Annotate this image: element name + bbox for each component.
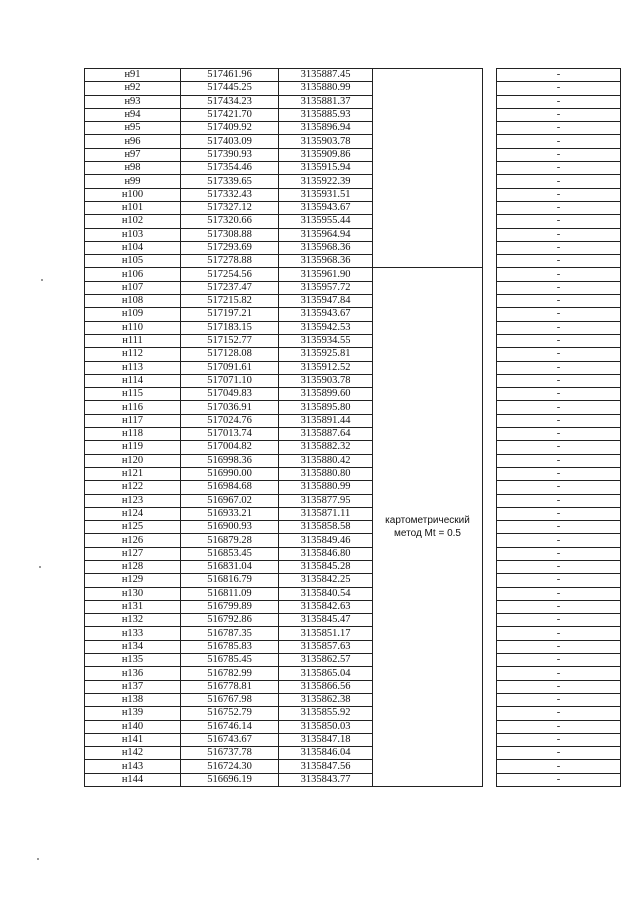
x-coordinate-cell: 517049.83 (181, 388, 279, 401)
note-cell: - (497, 162, 621, 175)
point-id-cell: н141 (85, 733, 181, 746)
table-row (85, 268, 621, 281)
point-id-cell: н106 (85, 268, 181, 281)
x-coordinate-cell: 516990.00 (181, 467, 279, 480)
point-id-cell: н137 (85, 680, 181, 693)
table-row (85, 654, 621, 667)
x-coordinate-cell: 517128.08 (181, 348, 279, 361)
point-id-cell: н93 (85, 95, 181, 108)
y-coordinate-cell: 3135943.67 (279, 201, 373, 214)
x-coordinate-cell: 517152.77 (181, 334, 279, 347)
note-cell: - (497, 707, 621, 720)
x-coordinate-cell: 516811.09 (181, 587, 279, 600)
table-row (85, 720, 621, 733)
point-id-cell: н132 (85, 614, 181, 627)
y-coordinate-cell: 3135955.44 (279, 215, 373, 228)
table-row (85, 733, 621, 746)
table-row (85, 188, 621, 201)
table-row (85, 82, 621, 95)
note-cell: - (497, 454, 621, 467)
table-row (85, 228, 621, 241)
note-cell: - (497, 281, 621, 294)
method-cell-upper (373, 69, 483, 268)
note-cell: - (497, 175, 621, 188)
note-cell: - (497, 467, 621, 480)
table-row (85, 760, 621, 773)
point-id-cell: н99 (85, 175, 181, 188)
note-cell: - (497, 627, 621, 640)
point-id-cell: н116 (85, 401, 181, 414)
y-coordinate-cell: 3135899.60 (279, 388, 373, 401)
y-coordinate-cell: 3135947.84 (279, 295, 373, 308)
point-id-cell: н109 (85, 308, 181, 321)
y-coordinate-cell: 3135850.03 (279, 720, 373, 733)
x-coordinate-cell: 517183.15 (181, 321, 279, 334)
y-coordinate-cell: 3135912.52 (279, 361, 373, 374)
y-coordinate-cell: 3135881.37 (279, 95, 373, 108)
note-cell: - (497, 720, 621, 733)
note-cell: - (497, 361, 621, 374)
note-cell: - (497, 521, 621, 534)
table-row (85, 162, 621, 175)
x-coordinate-cell: 517197.21 (181, 308, 279, 321)
x-coordinate-cell: 517445.25 (181, 82, 279, 95)
point-id-cell: н107 (85, 281, 181, 294)
note-cell: - (497, 481, 621, 494)
note-cell: - (497, 148, 621, 161)
y-coordinate-cell: 3135915.94 (279, 162, 373, 175)
x-coordinate-cell: 517036.91 (181, 401, 279, 414)
coordinates-table-sheet (84, 68, 620, 846)
x-coordinate-cell: 517403.09 (181, 135, 279, 148)
point-id-cell: н129 (85, 574, 181, 587)
point-id-cell: н101 (85, 201, 181, 214)
x-coordinate-cell: 517320.66 (181, 215, 279, 228)
x-coordinate-cell: 516933.21 (181, 507, 279, 520)
point-id-cell: н142 (85, 747, 181, 760)
y-coordinate-cell: 3135964.94 (279, 228, 373, 241)
note-cell: - (497, 334, 621, 347)
x-coordinate-cell: 516778.81 (181, 680, 279, 693)
y-coordinate-cell: 3135882.32 (279, 441, 373, 454)
table-row (85, 148, 621, 161)
point-id-cell: н94 (85, 108, 181, 121)
note-cell: - (497, 228, 621, 241)
note-cell: - (497, 494, 621, 507)
y-coordinate-cell: 3135877.95 (279, 494, 373, 507)
point-id-cell: н119 (85, 441, 181, 454)
table-row (85, 334, 621, 347)
x-coordinate-cell: 516984.68 (181, 481, 279, 494)
y-coordinate-cell: 3135922.39 (279, 175, 373, 188)
y-coordinate-cell: 3135845.47 (279, 614, 373, 627)
y-coordinate-cell: 3135858.58 (279, 521, 373, 534)
x-coordinate-cell: 517339.65 (181, 175, 279, 188)
y-coordinate-cell: 3135943.67 (279, 308, 373, 321)
x-coordinate-cell: 516737.78 (181, 747, 279, 760)
table-row (85, 348, 621, 361)
table-row (85, 175, 621, 188)
note-cell: - (497, 122, 621, 135)
x-coordinate-cell: 517278.88 (181, 255, 279, 268)
point-id-cell: н105 (85, 255, 181, 268)
x-coordinate-cell: 516746.14 (181, 720, 279, 733)
table-row (85, 255, 621, 268)
y-coordinate-cell: 3135909.86 (279, 148, 373, 161)
x-coordinate-cell: 517024.76 (181, 414, 279, 427)
table-row (85, 640, 621, 653)
table-row (85, 108, 621, 121)
point-id-cell: н111 (85, 334, 181, 347)
point-id-cell: н112 (85, 348, 181, 361)
point-id-cell: н108 (85, 295, 181, 308)
table-row (85, 481, 621, 494)
table-row (85, 707, 621, 720)
point-id-cell: н133 (85, 627, 181, 640)
y-coordinate-cell: 3135843.77 (279, 773, 373, 786)
note-cell: - (497, 428, 621, 441)
note-cell: - (497, 547, 621, 560)
note-cell: - (497, 374, 621, 387)
note-cell: - (497, 388, 621, 401)
x-coordinate-cell: 516724.30 (181, 760, 279, 773)
x-coordinate-cell: 517434.23 (181, 95, 279, 108)
x-coordinate-cell: 517293.69 (181, 241, 279, 254)
table-row (85, 374, 621, 387)
note-cell: - (497, 401, 621, 414)
y-coordinate-cell: 3135857.63 (279, 640, 373, 653)
point-id-cell: н124 (85, 507, 181, 520)
method-accuracy: метод Mt = 0.5 (394, 528, 461, 540)
y-coordinate-cell: 3135842.63 (279, 600, 373, 613)
x-coordinate-cell: 516998.36 (181, 454, 279, 467)
note-cell: - (497, 654, 621, 667)
table-row (85, 69, 621, 82)
y-coordinate-cell: 3135840.54 (279, 587, 373, 600)
note-cell: - (497, 95, 621, 108)
y-coordinate-cell: 3135847.18 (279, 733, 373, 746)
method-name: картометрический (385, 515, 470, 527)
method-cell (373, 268, 483, 787)
x-coordinate-cell: 516767.98 (181, 693, 279, 706)
note-cell: - (497, 667, 621, 680)
note-cell: - (497, 348, 621, 361)
y-coordinate-cell: 3135865.04 (279, 667, 373, 680)
x-coordinate-cell: 517390.93 (181, 148, 279, 161)
y-coordinate-cell: 3135849.46 (279, 534, 373, 547)
point-id-cell: н114 (85, 374, 181, 387)
y-coordinate-cell: 3135942.53 (279, 321, 373, 334)
x-coordinate-cell: 517354.46 (181, 162, 279, 175)
table-row (85, 507, 621, 520)
y-coordinate-cell: 3135855.92 (279, 707, 373, 720)
y-coordinate-cell: 3135880.99 (279, 82, 373, 95)
y-coordinate-cell: 3135887.45 (279, 69, 373, 82)
point-id-cell: н118 (85, 428, 181, 441)
note-cell: - (497, 747, 621, 760)
point-id-cell: н115 (85, 388, 181, 401)
x-coordinate-cell: 516853.45 (181, 547, 279, 560)
x-coordinate-cell: 516787.35 (181, 627, 279, 640)
table-row (85, 361, 621, 374)
note-cell: - (497, 308, 621, 321)
point-id-cell: н97 (85, 148, 181, 161)
scan-speck (39, 566, 41, 568)
note-cell: - (497, 255, 621, 268)
point-id-cell: н121 (85, 467, 181, 480)
y-coordinate-cell: 3135851.17 (279, 627, 373, 640)
table-row (85, 547, 621, 560)
y-coordinate-cell: 3135895.80 (279, 401, 373, 414)
point-id-cell: н120 (85, 454, 181, 467)
y-coordinate-cell: 3135862.57 (279, 654, 373, 667)
table-row (85, 441, 621, 454)
table-row (85, 308, 621, 321)
y-coordinate-cell: 3135866.56 (279, 680, 373, 693)
note-cell: - (497, 507, 621, 520)
y-coordinate-cell: 3135845.28 (279, 560, 373, 573)
x-coordinate-cell: 516799.89 (181, 600, 279, 613)
x-coordinate-cell: 516900.93 (181, 521, 279, 534)
x-coordinate-cell: 517013.74 (181, 428, 279, 441)
table-row (85, 467, 621, 480)
note-cell: - (497, 773, 621, 786)
y-coordinate-cell: 3135903.78 (279, 374, 373, 387)
table-row (85, 627, 621, 640)
table-row (85, 122, 621, 135)
y-coordinate-cell: 3135847.56 (279, 760, 373, 773)
y-coordinate-cell: 3135968.36 (279, 255, 373, 268)
x-coordinate-cell: 517237.47 (181, 281, 279, 294)
table-row (85, 321, 621, 334)
point-id-cell: н102 (85, 215, 181, 228)
point-id-cell: н134 (85, 640, 181, 653)
point-id-cell: н95 (85, 122, 181, 135)
note-cell: - (497, 680, 621, 693)
x-coordinate-cell: 517071.10 (181, 374, 279, 387)
x-coordinate-cell: 516782.99 (181, 667, 279, 680)
scan-speck (37, 858, 39, 860)
y-coordinate-cell: 3135885.93 (279, 108, 373, 121)
note-cell: - (497, 693, 621, 706)
note-cell: - (497, 295, 621, 308)
note-cell: - (497, 268, 621, 281)
point-id-cell: н98 (85, 162, 181, 175)
x-coordinate-cell: 517215.82 (181, 295, 279, 308)
x-coordinate-cell: 516743.67 (181, 733, 279, 746)
x-coordinate-cell: 517327.12 (181, 201, 279, 214)
note-cell: - (497, 534, 621, 547)
column-gap (483, 69, 497, 787)
y-coordinate-cell: 3135880.42 (279, 454, 373, 467)
point-id-cell: н125 (85, 521, 181, 534)
table-row (85, 773, 621, 786)
point-id-cell: н140 (85, 720, 181, 733)
note-cell: - (497, 587, 621, 600)
table-row (85, 521, 621, 534)
point-id-cell: н113 (85, 361, 181, 374)
table-row (85, 95, 621, 108)
x-coordinate-cell: 517091.61 (181, 361, 279, 374)
coordinates-table (84, 68, 621, 787)
point-id-cell: н138 (85, 693, 181, 706)
y-coordinate-cell: 3135862.38 (279, 693, 373, 706)
y-coordinate-cell: 3135846.04 (279, 747, 373, 760)
x-coordinate-cell: 516879.28 (181, 534, 279, 547)
y-coordinate-cell: 3135957.72 (279, 281, 373, 294)
table-row (85, 401, 621, 414)
point-id-cell: н136 (85, 667, 181, 680)
x-coordinate-cell: 516785.83 (181, 640, 279, 653)
y-coordinate-cell: 3135961.90 (279, 268, 373, 281)
y-coordinate-cell: 3135880.80 (279, 467, 373, 480)
point-id-cell: н103 (85, 228, 181, 241)
x-coordinate-cell: 517461.96 (181, 69, 279, 82)
note-cell: - (497, 69, 621, 82)
point-id-cell: н110 (85, 321, 181, 334)
x-coordinate-cell: 516831.04 (181, 560, 279, 573)
point-id-cell: н139 (85, 707, 181, 720)
note-cell: - (497, 215, 621, 228)
note-cell: - (497, 614, 621, 627)
point-id-cell: н91 (85, 69, 181, 82)
note-cell: - (497, 201, 621, 214)
note-cell: - (497, 560, 621, 573)
x-coordinate-cell: 517254.56 (181, 268, 279, 281)
x-coordinate-cell: 516752.79 (181, 707, 279, 720)
x-coordinate-cell: 516785.45 (181, 654, 279, 667)
table-row (85, 135, 621, 148)
table-row (85, 494, 621, 507)
point-id-cell: н128 (85, 560, 181, 573)
note-cell: - (497, 600, 621, 613)
note-cell: - (497, 82, 621, 95)
x-coordinate-cell: 516816.79 (181, 574, 279, 587)
y-coordinate-cell: 3135931.51 (279, 188, 373, 201)
note-cell: - (497, 321, 621, 334)
x-coordinate-cell: 517308.88 (181, 228, 279, 241)
coordinates-table-body (85, 69, 621, 787)
y-coordinate-cell: 3135846.80 (279, 547, 373, 560)
point-id-cell: н135 (85, 654, 181, 667)
note-cell: - (497, 574, 621, 587)
table-row (85, 414, 621, 427)
table-row (85, 680, 621, 693)
table-row (85, 428, 621, 441)
table-row (85, 747, 621, 760)
scan-speck (41, 279, 43, 281)
note-cell: - (497, 640, 621, 653)
table-row (85, 614, 621, 627)
table-row (85, 241, 621, 254)
point-id-cell: н92 (85, 82, 181, 95)
y-coordinate-cell: 3135842.25 (279, 574, 373, 587)
x-coordinate-cell: 517421.70 (181, 108, 279, 121)
x-coordinate-cell: 517332.43 (181, 188, 279, 201)
y-coordinate-cell: 3135934.55 (279, 334, 373, 347)
note-cell: - (497, 733, 621, 746)
table-row (85, 574, 621, 587)
note-cell: - (497, 760, 621, 773)
y-coordinate-cell: 3135968.36 (279, 241, 373, 254)
table-row (85, 587, 621, 600)
point-id-cell: н122 (85, 481, 181, 494)
point-id-cell: н104 (85, 241, 181, 254)
note-cell: - (497, 414, 621, 427)
table-row (85, 215, 621, 228)
table-row (85, 560, 621, 573)
y-coordinate-cell: 3135871.11 (279, 507, 373, 520)
x-coordinate-cell: 517004.82 (181, 441, 279, 454)
note-cell: - (497, 108, 621, 121)
note-cell: - (497, 188, 621, 201)
point-id-cell: н130 (85, 587, 181, 600)
table-row (85, 281, 621, 294)
x-coordinate-cell: 516792.86 (181, 614, 279, 627)
y-coordinate-cell: 3135891.44 (279, 414, 373, 427)
table-row (85, 454, 621, 467)
x-coordinate-cell: 516696.19 (181, 773, 279, 786)
note-cell: - (497, 441, 621, 454)
x-coordinate-cell: 517409.92 (181, 122, 279, 135)
y-coordinate-cell: 3135925.81 (279, 348, 373, 361)
table-row (85, 600, 621, 613)
y-coordinate-cell: 3135903.78 (279, 135, 373, 148)
point-id-cell: н131 (85, 600, 181, 613)
x-coordinate-cell: 516967.02 (181, 494, 279, 507)
table-row (85, 201, 621, 214)
table-row (85, 388, 621, 401)
table-row (85, 667, 621, 680)
point-id-cell: н117 (85, 414, 181, 427)
point-id-cell: н144 (85, 773, 181, 786)
table-row (85, 534, 621, 547)
note-cell: - (497, 241, 621, 254)
y-coordinate-cell: 3135896.94 (279, 122, 373, 135)
point-id-cell: н126 (85, 534, 181, 547)
point-id-cell: н100 (85, 188, 181, 201)
point-id-cell: н143 (85, 760, 181, 773)
note-cell: - (497, 135, 621, 148)
table-row (85, 295, 621, 308)
point-id-cell: н123 (85, 494, 181, 507)
y-coordinate-cell: 3135880.99 (279, 481, 373, 494)
point-id-cell: н127 (85, 547, 181, 560)
y-coordinate-cell: 3135887.64 (279, 428, 373, 441)
point-id-cell: н96 (85, 135, 181, 148)
table-row (85, 693, 621, 706)
